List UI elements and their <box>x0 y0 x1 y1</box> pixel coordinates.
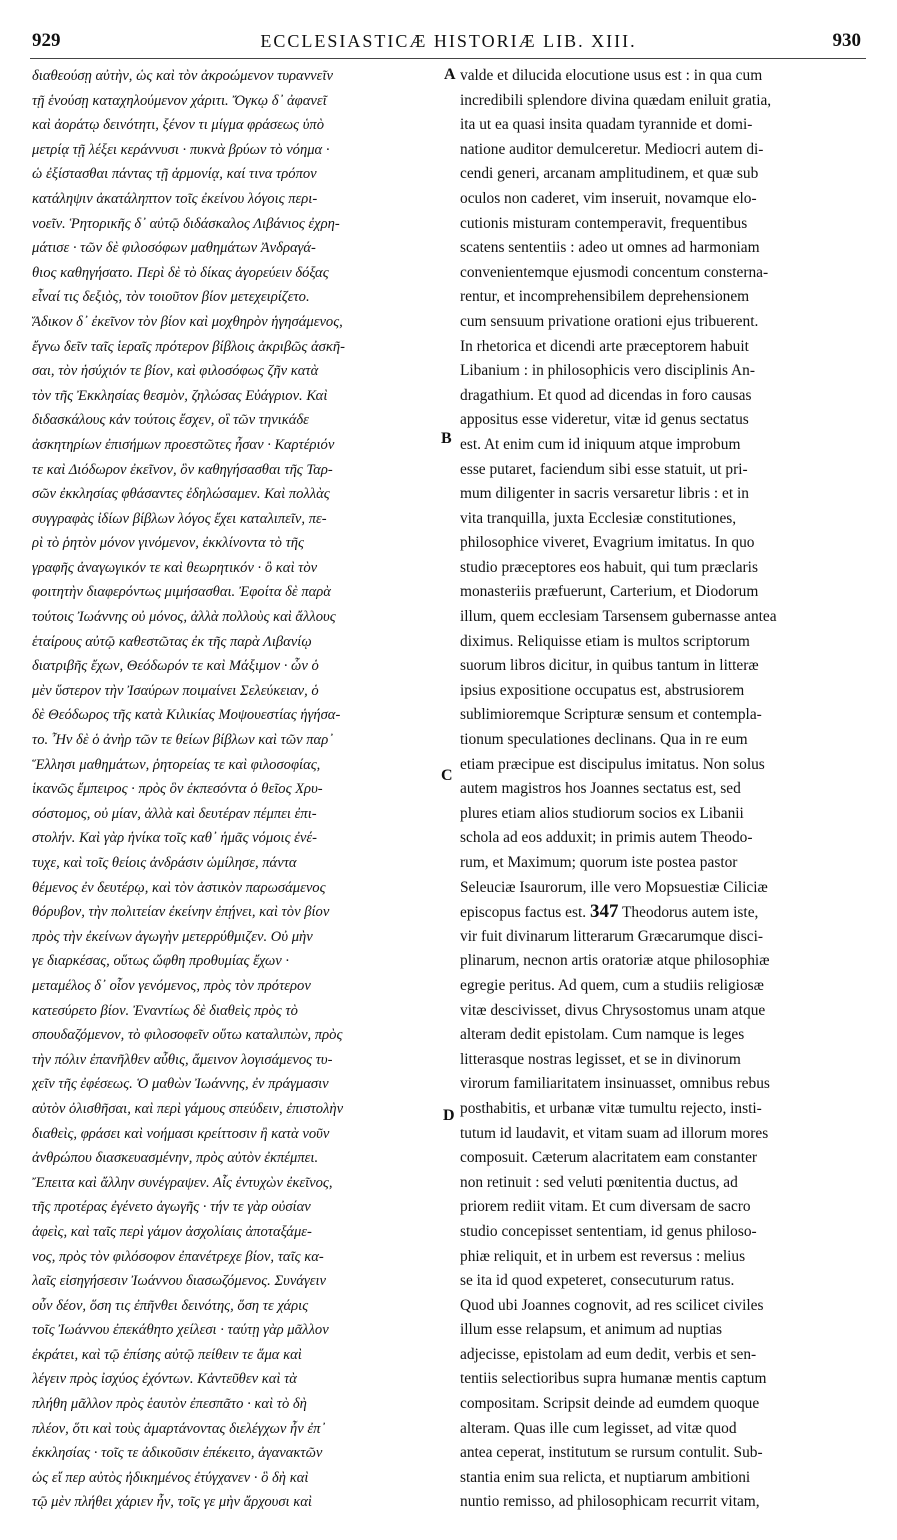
latin-text-line: esse putaret, faciendum sibi esse statuit, ut pri- <box>460 460 748 478</box>
greek-text-line: θέμενος ἐν δευτέρῳ, καὶ τὸν ἀστικὸν παρωσάμενος <box>32 879 326 896</box>
latin-text-line: scatens sententiis : adeo ut omnes ad harmoniam <box>460 239 760 257</box>
latin-text-line: incredibili splendore divina quædam eniluit gratia, <box>460 91 772 109</box>
latin-text-line: composuit. Cæterum alacritatem eam constanter <box>460 1149 758 1167</box>
greek-text-line: νος, πρὸς τὸν φιλόσοφον ἐπανέτρεχε βίον, ταῖς κα- <box>32 1248 324 1265</box>
running-title: ECCLESIASTICÆ HISTORIÆ LIB. XIII. <box>260 31 637 51</box>
latin-text-line: natione auditor demulceretur. Mediocri autem di- <box>460 140 764 158</box>
latin-text-line: alteram dedit epistolam. Cum namque is leges <box>460 1026 745 1044</box>
greek-text-line: το. Ἦν δὲ ὁ ἀνὴρ τῶν τε θείων βίβλων καὶ τῶν παρ᾽ <box>32 732 334 749</box>
header-rule <box>30 58 866 59</box>
latin-text-line: tentiis selectioribus supra humanæ mentis captum <box>460 1370 767 1388</box>
latin-text-line: rum, et Maximum; quorum iste postea pastor <box>460 854 738 871</box>
latin-text-line: suorum libros dicitur, in quibus tantum in litteræ <box>460 657 759 675</box>
greek-text-line: τούτοις Ἰωάννης οὐ μόνος, ἀλλὰ πολλοὺς καὶ ἄλλους <box>32 609 336 626</box>
left-page-number: 929 <box>32 30 61 51</box>
latin-text-line: cutionis misturam contemperavit, frequentibus <box>460 214 748 232</box>
greek-text-line: ἱκανῶς ἔμπειρος · πρὸς ὃν ἐκπεσόντα ὁ θεῖος Χρυ- <box>32 781 323 798</box>
greek-text-line: μετρίᾳ τῇ λέξει κεράννυσι · πυκνὰ βρύων τὸ νόημα · <box>32 141 330 158</box>
latin-text-line: illum, quem ecclesiam Tarsensem gubernasse antea <box>460 608 777 626</box>
greek-text-line: διαθεὶς, φράσει καὶ νοήμασι κρείττοσιν ἢ κατὰ νοῦν <box>32 1125 330 1142</box>
margin-letter-a: A <box>444 66 456 83</box>
latin-text-line: etiam præcipue est discipulus imitatus. Non solus <box>460 755 765 773</box>
greek-text-line: οὖν δέον, ὅση τις ἐπῆνθει δεινότης, ὅση τε χάρις <box>32 1297 309 1314</box>
latin-text-line <box>460 900 864 925</box>
latin-text-line: nuntio remisso, ad philosophicam recurrit vitam, <box>460 1493 760 1511</box>
latin-text-line: convenientemque ejusmodi concentum consterna- <box>460 263 769 281</box>
greek-text-line: πλήθη μᾶλλον πρὸς ἑαυτὸν ἐπεσπᾶτο · καὶ τὸ δὴ <box>32 1396 307 1413</box>
greek-text-line: ἐκκλησίας · τοῖς τε ἀδικοῦσιν ἐπέκειτο, ἀγανακτῶν <box>32 1445 323 1462</box>
latin-text-line: vita tranquilla, juxta Ecclesiæ constitutiones, <box>460 509 737 527</box>
latin-text-line: studio concepisset sententiam, id genus philoso- <box>460 1222 757 1240</box>
latin-text-line: non retinuit : sed veluti pœnitentia ductus, ad <box>460 1173 738 1191</box>
latin-text-line: egregie peritus. Ad quem, cum a studiis religiosæ <box>460 976 764 994</box>
greek-text-line: στολήν. Καὶ γὰρ ἡνίκα τοῖς καθ᾽ ἡμᾶς νόμοις ἐνέ- <box>32 830 318 847</box>
margin-letter-b: B <box>441 430 452 447</box>
greek-text-line: ἑταίρους αὐτῷ καθεστῶτας ἐκ τῆς παρὰ Λιβανίῳ <box>32 633 312 650</box>
greek-text-line: Ἕλλησι μαθημάτων, ῥητορείας τε καὶ φιλοσοφίας, <box>32 756 321 773</box>
greek-text-line: πρὸς τὴν ἐκείνων ἀγωγὴν μετερρύθμιζεν. Οὐ μὴν <box>32 928 313 945</box>
latin-text-line: posthabitis, et urbanæ vitæ tumultu rejecto, insti- <box>460 1099 762 1117</box>
greek-text-line: ρὶ τὸ ῥητὸν μόνον γινόμενον, ἐκκλίνοντα τὸ τῆς <box>32 535 304 552</box>
greek-text-line: τε καὶ Διόδωρον ἐκεῖνον, ὃν καθηγήσασθαι τῆς Ταρ- <box>32 461 333 478</box>
latin-text-line: studio præceptores eos habuit, qui tum præclaris <box>460 558 758 576</box>
latin-text-line: Libanium : in philosophicis vero disciplinis An- <box>460 362 755 380</box>
latin-text-line: virorum familiaritatem insinuasset, omnibus rebus <box>460 1075 770 1093</box>
greek-text-line: λαῖς εἰσηγήσεσιν Ἰωάννου διασωζόμενος. Συνάγειν <box>32 1273 326 1290</box>
latin-text-line: adjecisse, epistolam ad eum dedit, verbis et sen- <box>460 1345 757 1363</box>
latin-text-line: est. At enim cum id iniquum atque improbum <box>460 435 741 453</box>
greek-text-line: δὲ Θεόδωρος τῆς κατὰ Κιλικίας Μοψουεστίας ἡγήσα- <box>32 707 341 724</box>
latin-text-line: rentur, et incomprehensibilem deprehensionem <box>460 288 750 306</box>
latin-text-line: antea ceperat, institutum se rursum contulit. Sub- <box>460 1444 763 1462</box>
latin-text-line: litterasque nostras legisset, et se in divinorum <box>460 1050 741 1068</box>
marginal-number: 347 <box>589 901 619 923</box>
greek-text-line: τυχε, καὶ τοῖς θείοις ἀνδράσιν ὡμίλησε, πάντα <box>32 855 297 871</box>
latin-text-line: illum esse relapsum, et animum ad nuptias <box>460 1321 723 1339</box>
greek-text-line: τὴν πόλιν ἐπανῆλθεν αὖθις, ἄμεινον λογισάμενος τυ- <box>32 1051 333 1068</box>
latin-text-line: stantia enim sua relicta, et nuptiarum ambitioni <box>460 1468 751 1486</box>
greek-text-line: αὐτὸν ὀλισθῆσαι, καὶ περὶ γάμους σπεύδειν, ἐπιστολὴν <box>32 1100 344 1117</box>
latin-text-line: ita ut ea quasi insita quadam tyrannide et domi- <box>460 116 753 134</box>
latin-text-line: sublimioremque Scripturæ sensum et contempla- <box>460 706 762 724</box>
greek-text-line: κατεσύρετο βίον. Ἐναντίως δὲ διαθεὶς πρὸς τὸ <box>32 1002 298 1019</box>
greek-text-line: ἀνθρώπου διασκευασμένην, πρὸς αὐτὸν ἐκπέμπει. <box>32 1150 319 1167</box>
greek-text-line: ἀσκητηρίων ἐπισήμων προεστῶτες ἦσαν · Καρτέριόν <box>32 436 335 453</box>
latin-text-line-part: episcopus factus est. <box>460 904 587 922</box>
latin-text-line: Quod ubi Joannes cognovit, ad res scilicet civiles <box>460 1296 764 1314</box>
greek-text-line: εἶναί τις δεξιὸς, τὸν τοιοῦτον βίον μετεχειρίζετο. <box>32 289 310 306</box>
latin-text-line: philosophice viveret, Evagrium imitatus. In quo <box>460 534 755 552</box>
latin-text-line: diximus. Reliquisse etiam is multos scriptorum <box>460 632 750 650</box>
greek-text-line: συγγραφὰς ἰδίων βίβλων λόγος ἔχει καταλιπεῖν, πε- <box>32 510 327 527</box>
greek-text-line: φοιτητὴν διαφερόντως μιμήσασθαι. Ἐφοίτα δὲ παρὰ <box>32 584 331 601</box>
latin-text-line: mum diligenter in sacris versaretur libris : et in <box>460 485 749 503</box>
greek-text-line: θόρυβον, τὴν πολιτείαν ἐκείνην ἐπῄνει, καὶ τὸν βίον <box>32 904 330 921</box>
greek-text-line: διαθεούσῃ αὐτὴν, ὡς καὶ τὸν ἀκροώμενον τυραννεῖν <box>32 68 333 84</box>
latin-text-line: cendi generi, arcanam amplitudinem, et quæ sub <box>460 165 759 183</box>
latin-text-line: se ita id quod expeteret, consecuturum ratus. <box>460 1272 735 1290</box>
latin-text-line: tionum speculationes declinans. Qua in re eum <box>460 731 748 749</box>
latin-text-line: In rhetorica et dicendi arte præceptorem habuit <box>460 337 749 355</box>
latin-text-line: vitæ descivisset, divus Chrysostomus unam atque <box>460 1001 766 1019</box>
greek-text-line: κατάληψιν ἀκατάληπτον τοῖς ἐκείνου λόγοις περι- <box>32 190 318 207</box>
greek-text-line: μὲν ὕστερον τὴν Ἰσαύρων ποιμαίνει Σελεύκειαν, ὁ <box>32 682 319 699</box>
latin-text-line: oculos non caderet, vim inseruit, novamque elo- <box>460 189 757 207</box>
greek-text-line: καὶ ἀοράτῳ δεινότητι, ξένον τι μίγμα φράσεως ὑπὸ <box>32 117 325 134</box>
page-header <box>0 30 897 58</box>
greek-text-line: τῆς προτέρας ἐγένετο ἀγωγῆς · τήν τε γὰρ οὐσίαν <box>32 1199 311 1216</box>
latin-text-line: priorem rediit vitam. Et cum diversam de sacro <box>460 1198 751 1216</box>
latin-text-line: ipsius expositione occupatus est, abstrusiorem <box>460 681 745 699</box>
greek-text-line: σόστομος, οὐ μίαν, ἀλλὰ καὶ δευτέραν πέμπει ἐπι- <box>32 805 317 822</box>
greek-text-line: τῇ ἑνούσῃ καταχηλούμενον χάριτι. Ὄγκῳ δ᾽ ἀφανεῖ <box>32 92 327 109</box>
margin-letter-d: D <box>443 1107 455 1124</box>
latin-text-line: Seleuciæ Isaurorum, ille vero Mopsuestiæ Ciliciæ <box>460 878 768 896</box>
latin-text-line: alteram. Quas ille cum legisset, ad vitæ quod <box>460 1419 737 1437</box>
greek-text-line: διατριβῆς ἔχων, Θεόδωρόν τε καὶ Μάξιμον · ὧν ὁ <box>32 658 319 675</box>
greek-text-line: διδασκάλους κἀν τούτοις ἔσχεν, οἳ τῶν τηνικάδε <box>32 412 309 429</box>
latin-text-line: vir fuit divinarum litterarum Græcarumque disci- <box>460 927 764 945</box>
greek-text-line: θιος καθηγήσατο. Περὶ δὲ τὸ δίκας ἀγορεύειν δόξας <box>32 264 329 281</box>
greek-text-line: ἀφεὶς, καὶ ταῖς περὶ γάμον ἀσχολίαις ἀποταξάμε- <box>32 1223 312 1240</box>
greek-text-line: ἐκράτει, καὶ τῷ ἐπίσης αὐτῷ πείθειν τε ἅμα καὶ <box>32 1346 302 1363</box>
greek-text-line: γραφῆς ἀναγωγικόν τε καὶ θεωρητικόν · ὃ καὶ τὸν <box>32 559 318 576</box>
latin-text-line: monasteriis præfuerunt, Carterium, et Diodorum <box>460 583 759 601</box>
right-page-number: 930 <box>832 30 861 51</box>
greek-text-line: σαι, τὸν ἡσύχιόν τε βίον, καὶ φιλοσόφως ζῆν κατὰ <box>32 363 319 380</box>
latin-text-line: compositam. Scripsit deinde ad eumdem quoque <box>460 1395 760 1413</box>
greek-text-line: σῶν ἐκκλησίας φθάσαντες ἐδηλώσαμεν. Καὶ πολλὰς <box>32 486 330 503</box>
greek-text-line: τοῖς Ἰωάννου ἐπεκάθητο χείλεσι · ταύτῃ γὰρ μᾶλλον <box>32 1322 329 1339</box>
greek-text-line: Ἔπειτα καὶ ἄλλην συνέγραψεν. Αἷς ἐντυχὼν ἐκεῖνος, <box>32 1174 333 1191</box>
greek-text-line: ὡ ἐξίστασθαι πάντας τῇ ἁρμονίᾳ, καί τινα τρόπον <box>32 166 317 183</box>
greek-text-line: μάτισε · τῶν δὲ φιλοσόφων μαθημάτων Ἀνδραγά- <box>32 240 316 257</box>
latin-column <box>460 64 864 1515</box>
latin-text-line-part: Theodorus autem iste, <box>622 904 759 922</box>
greek-text-line: τὸν τῆς Ἐκκλησίας θεσμὸν, ζηλώσας Εὐάγριον. Καὶ <box>32 387 328 404</box>
greek-text-line: ὡς εἴ περ αὐτὸς ἠδικημένος ἐτύγχανεν · ὃ δὴ καὶ <box>32 1469 309 1486</box>
latin-text-line: cum sensuum privatione orationi ejus tribuerent. <box>460 312 759 330</box>
latin-text-line: plures etiam alios studiorum socios ex Libanii <box>460 804 744 822</box>
greek-text-line: ἔγνω δεῖν ταῖς ἱεραῖς πρότερον βίβλοις ἀκριβῶς ἀσκῆ- <box>32 338 345 355</box>
margin-letter-c: C <box>441 767 453 784</box>
greek-text-line: λέγειν πρὸς ἰσχύος ἐχόντων. Κἀντεῦθεν καὶ τὰ <box>32 1371 297 1388</box>
greek-text-line: πλέον, ὅτι καὶ τοὺς ἁμαρτάνοντας διελέγχων ἦν ἐπ᾽ <box>32 1420 326 1437</box>
latin-text-line: plinarum, necnon artis oratoriæ atque philosophiæ <box>460 952 770 970</box>
greek-text-line: Ἄδικον δ᾽ ἐκεῖνον τὸν βίον καὶ μοχθηρὸν ἡγησάμενος, <box>32 313 343 330</box>
greek-text-line: σπουδαζόμενον, τὸ φιλοσοφεῖν οὕτω καταλιπὼν, πρὸς <box>32 1027 343 1044</box>
latin-text-line: tutum id laudavit, et vitam suam ad illorum mores <box>460 1124 769 1142</box>
greek-text-line: νοεῖν. Ῥητορικῆς δ᾽ αὐτῷ διδάσκαλος Λιβάνιος ἐχρη- <box>32 215 340 232</box>
greek-text-line: μεταμέλος δ᾽ οἷον γενόμενος, πρὸς τὸν πρότερον <box>32 977 311 994</box>
greek-text-line: τῷ μὲν πλήθει χάριεν ἦν, τοῖς γε μὴν ἄρχουσι καὶ <box>32 1494 312 1511</box>
latin-text-line: appositus esse videretur, vitæ id genus sectatus <box>460 411 749 429</box>
greek-text-line: χεῖν τῆς ἐφέσεως. Ὁ μαθὼν Ἰωάννης, ἐν πράγμασιν <box>32 1076 329 1093</box>
greek-text-line: γε διαρκέσας, οὕτως ὤφθη προθυμίας ἔχων · <box>32 953 290 970</box>
latin-text-line: schola ad eos adduxit; in primis autem Theodo- <box>460 829 753 847</box>
latin-text-line: valde et dilucida elocutione usus est : in qua cum <box>460 67 763 84</box>
latin-text-line: dragathium. Et quod ad dicendas in foro causas <box>460 386 752 404</box>
latin-text-line: autem magistros hos Joannes sectatus est, sed <box>460 780 741 798</box>
latin-text-line: phiæ reliquit, et in urbem est reversus : melius <box>460 1247 746 1265</box>
greek-column <box>32 64 440 1515</box>
